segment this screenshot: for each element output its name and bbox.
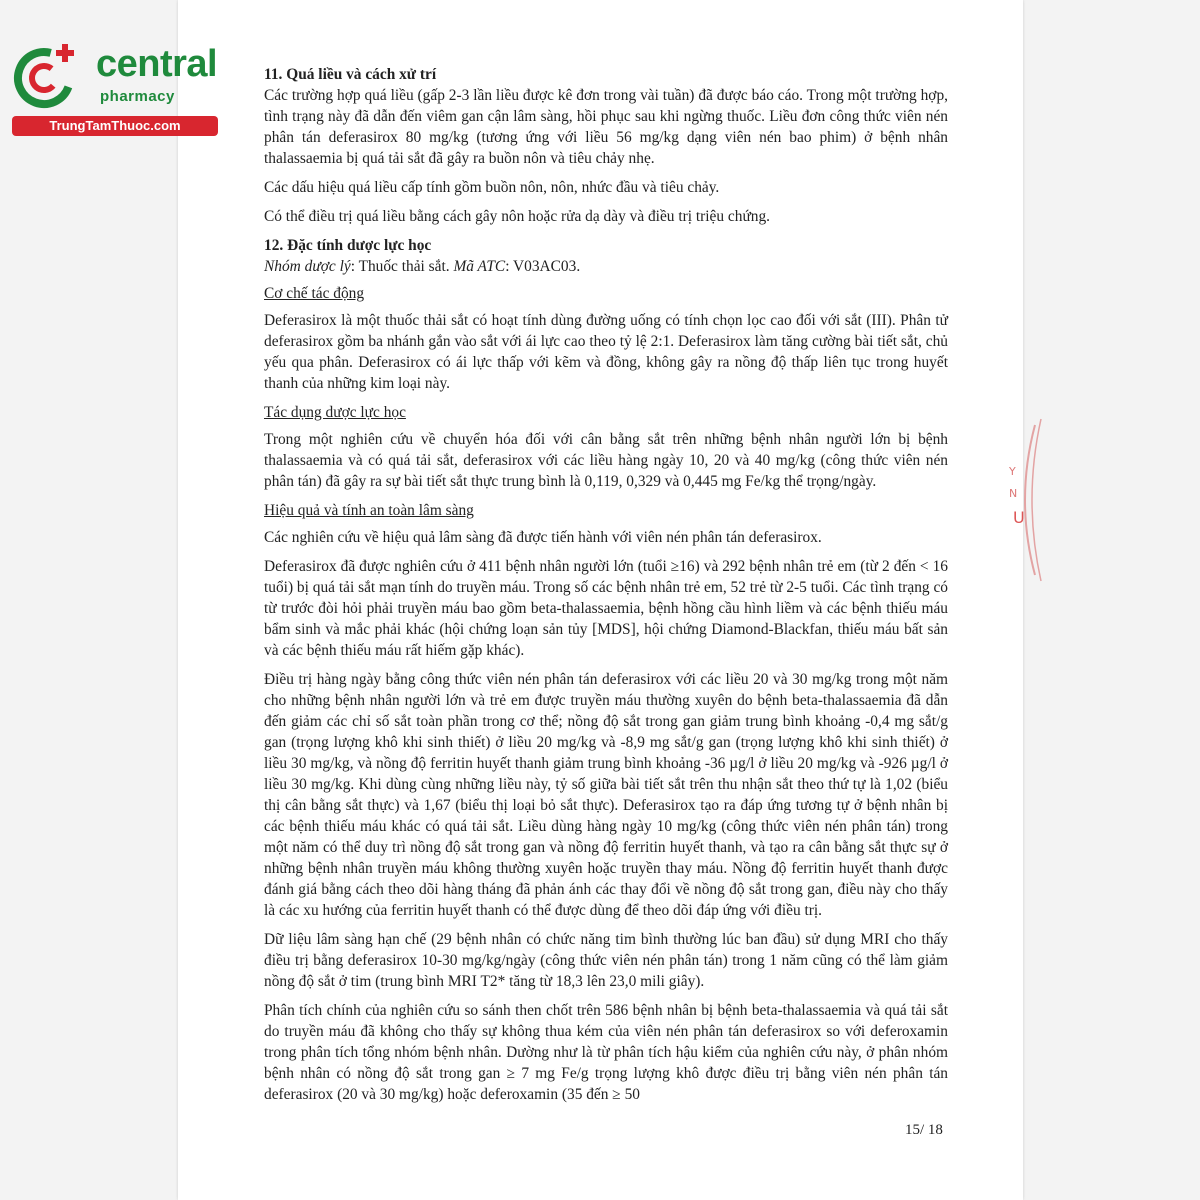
pharmacodynamics-heading: Tác dụng dược lực học (264, 404, 406, 421)
section-11-paragraph-2: Các dấu hiệu quá liều cấp tính gồm buồn nôn, nôn, nhức đầu và tiêu chảy. (264, 179, 720, 196)
red-stamp-partial (1005, 415, 1045, 585)
efficacy-paragraph-1: Các nghiên cứu về hiệu quả lâm sàng đã được tiến hành với viên nén phân tán deferasirox. (264, 529, 822, 546)
section-12-title: 12. Đặc tính dược lực học (264, 237, 432, 254)
document-content (264, 60, 948, 1113)
logo-subtitle: pharmacy (100, 88, 175, 105)
section-11-paragraph-3: Có thể điều trị quá liều bằng cách gây nôn hoặc rửa dạ dày và điều trị triệu chứng. (264, 208, 771, 225)
svg-text:N: N (1009, 487, 1018, 500)
section-11-paragraph-1: Các trường hợp quá liều (gấp 2-3 lần liều được kê đơn trong vài tuần) đã được báo cáo. Trong một trường hợp, tình trạng này đã dẫn đến viêm gan cận lâm sàng, hồi phục sau khi ngừng thuốc. Liều đơn công thức viên nén phân tán deferasirox 80 mg/kg (tương ứng với liều 56 mg/kg dạng viên nén bao phim) ở bệnh nhân thalassaemia bị quá tải sắt đã gây ra buồn nôn và tiêu chảy nhẹ. (264, 87, 948, 167)
svg-text:U: U (1013, 508, 1025, 527)
efficacy-paragraph-5: Phân tích chính của nghiên cứu so sánh then chốt trên 586 bệnh nhân bị bệnh beta-thalassaemia và quá tải sắt do truyền máu đã không cho thấy sự không thua kém của viên nén phân tán deferasirox so với deferoxamin trong phân tích tổng nhóm bệnh nhân. Dường như là từ phân tích hậu kiểm của nghiên cứu này, ở phân nhóm bệnh nhân có nồng độ sắt trong gan ≥ 7 mg Fe/g trọng lượng khô được điều trị bằng viên nén phân tán deferasirox (20 và 30 mg/kg) hoặc deferoxamin (35 đến ≥ 50 (264, 1002, 948, 1103)
logo-site-bar: TrungTamThuoc.com (12, 116, 218, 136)
section-11-title: 11. Quá liều và cách xử trí (264, 66, 437, 83)
pharmacy-logo-icon (12, 42, 82, 112)
svg-text:Y: Y (1009, 465, 1016, 478)
page-number: 15/ 18 (905, 1122, 943, 1138)
efficacy-heading: Hiệu quả và tính an toàn lâm sàng (264, 502, 474, 519)
mechanism-paragraph: Deferasirox là một thuốc thải sắt có hoạt tính dùng đường uống có tính chọn lọc cao đối với sắt (III). Phân tử deferasirox gồm ba nhánh gắn vào sắt với ái lực cao theo tỷ lệ 2:1. Deferasirox làm tăng cường bài tiết sắt, chủ yếu qua phân. Deferasirox có ái lực thấp với kẽm và đồng, không gây ra nồng độ thấp liên tục trong huyết thanh của những kim loại này. (264, 312, 948, 392)
mechanism-heading: Cơ chế tác động (264, 285, 365, 302)
pharmacodynamics-paragraph: Trong một nghiên cứu về chuyển hóa đối với cân bằng sắt trên những bệnh nhân người lớn bị bệnh thalassaemia và có quá tải sắt, deferasirox với các liều hàng ngày 10, 20 và 40 mg/kg (công thức viên nén phân tán) đã gây ra sự bài tiết sắt thực trung bình là 0,119, 0,329 và 0,445 mg Fe/kg thể trọng/ngày. (264, 431, 948, 490)
group-value: : Thuốc thải sắt. (350, 258, 454, 275)
efficacy-paragraph-2: Deferasirox đã được nghiên cứu ở 411 bệnh nhân người lớn (tuổi ≥16) và 292 bệnh nhân trẻ em (từ 2 đến < 16 tuổi) bị quá tải sắt mạn tính do truyền máu. Trong số các bệnh nhân trẻ em, 52 trẻ từ 2-5 tuổi. Các tình trạng có từ trước đòi hỏi phải truyền máu bao gồm beta-thalassaemia, bệnh hồng cầu hình liềm và các bệnh thiếu máu bẩm sinh và mắc phải khác (hội chứng loạn sản tủy [MDS], hội chứng Diamond-Blackfan, thiếu máu bất sản và các bệnh thiếu máu rất hiếm gặp khác). (264, 558, 948, 659)
efficacy-paragraph-3: Điều trị hàng ngày bằng công thức viên nén phân tán deferasirox với các liều 20 và 30 mg/kg trong một năm cho những bệnh nhân người lớn và trẻ em được truyền máu thường xuyên do bệnh beta-thalassaemia đã dẫn đến giảm các chỉ số sắt toàn phần trong cơ thể; nồng độ sắt trong gan giảm trung bình khoảng -0,4 mg sắt/g gan (trọng lượng khô khi sinh thiết) ở liều 20 mg/kg và -8,9 mg sắt/g gan (trọng lượng khô khi sinh thiết) ở liều 30 mg/kg, và nồng độ ferritin huyết thanh giảm trung bình khoảng -36 µg/l ở liều 20 mg/kg và -926 µg/l ở liều 30 mg/kg. Khi dùng cùng những liều này, tỷ số giữa bài tiết sắt trên thu nhận sắt theo thứ tự là 1,02 (biểu thị cân bằng sắt thực) và 1,67 (biểu thị loại bỏ sắt thực). Deferasirox tạo ra đáp ứng tương tự ở bệnh nhân bị các bệnh thiếu máu khác có quá tải sắt. Liều dùng hàng ngày 10 mg/kg (công thức viên nén phân tán) trong một năm có thể duy trì nồng độ sắt trong gan và nồng độ ferritin huyết thanh, và tạo ra cân bằng sắt thực sự ở những bệnh nhân truyền máu không thường xuyên hoặc truyền thay máu. Nồng độ ferritin huyết thanh được đánh giá bằng cách theo dõi hàng tháng đã phản ánh các thay đổi về nồng độ sắt trong gan, điều này cho thấy là các xu hướng của ferritin huyết thanh có thể được dùng để theo dõi đáp ứng với điều trị. (264, 671, 948, 919)
central-pharmacy-logo (10, 38, 220, 138)
atc-value: : V03AC03. (505, 258, 581, 275)
group-label: Nhóm dược lý (264, 258, 351, 275)
efficacy-paragraph-4: Dữ liệu lâm sàng hạn chế (29 bệnh nhân có chức năng tim bình thường lúc ban đầu) sử dụng MRI cho thấy điều trị bằng deferasirox 10-30 mg/kg/ngày (công thức viên nén phân tán) trong 1 năm cũng có thể làm giảm nồng độ sắt ở tim (trung bình MRI T2* tăng từ 18,3 lên 23,0 mili giây). (264, 931, 948, 990)
pharmacology-group-line (264, 256, 948, 277)
atc-label: Mã ATC (453, 258, 506, 275)
logo-name: central (96, 43, 218, 85)
